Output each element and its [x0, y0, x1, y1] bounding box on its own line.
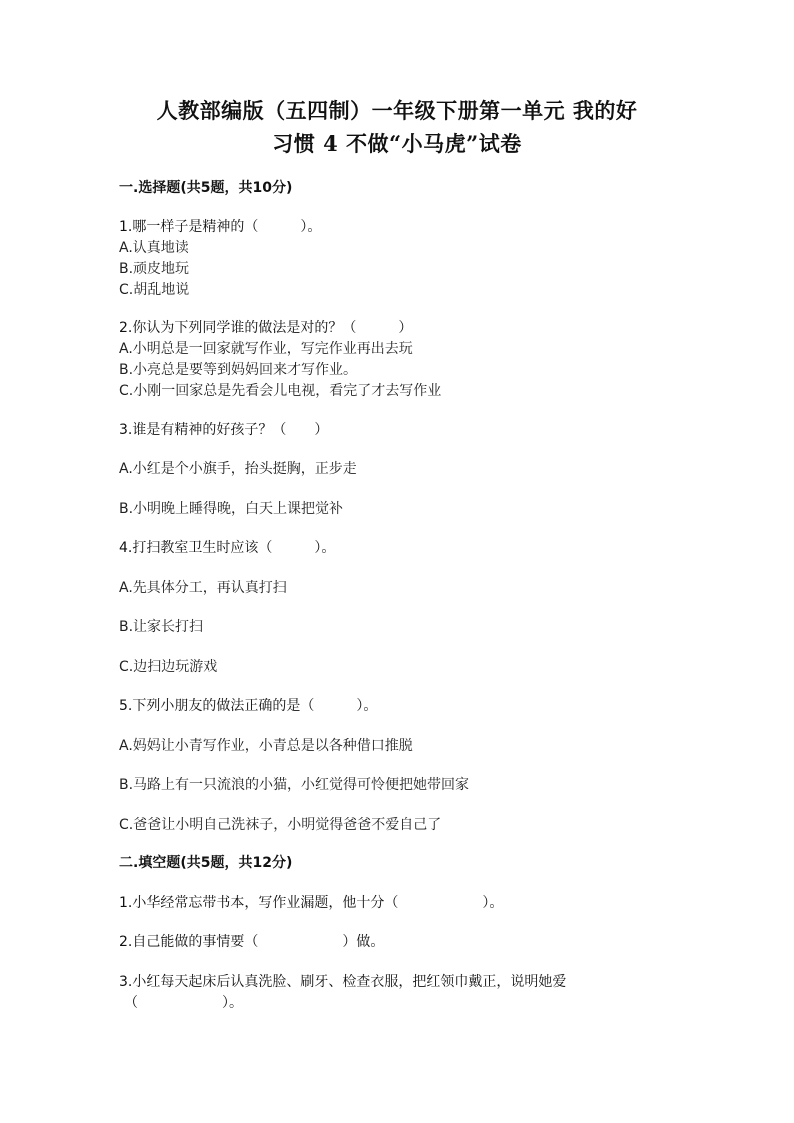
answer-option: B.顽皮地玩 [119, 261, 190, 277]
question-stem: 3.小红每天起床后认真洗脸、刷牙、检查衣服，把红领巾戴正，说明她爱 [119, 974, 567, 990]
answer-option: A.妈妈让小青写作业，小青总是以各种借口推脱 [119, 738, 413, 754]
answer-option: C.爸爸让小明自己洗袜子，小明觉得爸爸不爱自己了 [119, 817, 442, 833]
question-stem: 4.打扫教室卫生时应该（ ）。 [119, 540, 336, 556]
question-stem-continuation: （ ）。 [124, 995, 243, 1011]
answer-option: B.小亮总是要等到妈妈回来才写作业。 [119, 362, 358, 378]
answer-option: C.小刚一回家总是先看会儿电视，看完了才去写作业 [119, 383, 442, 399]
answer-option: A.小明总是一回家就写作业，写完作业再出去玩 [119, 341, 413, 357]
section-heading-fill-blank: 二.填空题(共5题，共12分) [119, 855, 293, 871]
exam-title-line-2: 习惯 4 不做“小马虎”试卷 [272, 131, 522, 156]
answer-option: A.小红是个小旗手，抬头挺胸，正步走 [119, 461, 357, 477]
question-stem: 1.小华经常忘带书本，写作业漏题，他十分（ ）。 [119, 895, 504, 911]
answer-option: B.让家长打扫 [119, 619, 204, 635]
answer-option: B.马路上有一只流浪的小猫，小红觉得可怜便把她带回家 [119, 777, 470, 793]
section-heading-choice: 一.选择题(共5题，共10分) [119, 180, 293, 196]
question-stem: 3.谁是有精神的好孩子？（ ） [119, 422, 329, 438]
question-stem: 5.下列小朋友的做法正确的是（ ）。 [119, 698, 378, 714]
answer-option: C.边扫边玩游戏 [119, 659, 218, 675]
answer-option: B.小明晚上睡得晚，白天上课把觉补 [119, 501, 344, 517]
answer-option: A.先具体分工，再认真打扫 [119, 580, 287, 596]
question-stem: 2.自己能做的事情要（ ）做。 [119, 934, 385, 950]
answer-option: A.认真地读 [119, 240, 189, 256]
exam-title-line-1: 人教部编版（五四制）一年级下册第一单元 我的好 [156, 98, 638, 123]
question-stem: 1.哪一样子是精神的（ ）。 [119, 219, 322, 235]
answer-option: C.胡乱地说 [119, 282, 190, 298]
question-stem: 2.你认为下列同学谁的做法是对的？（ ） [119, 320, 413, 336]
